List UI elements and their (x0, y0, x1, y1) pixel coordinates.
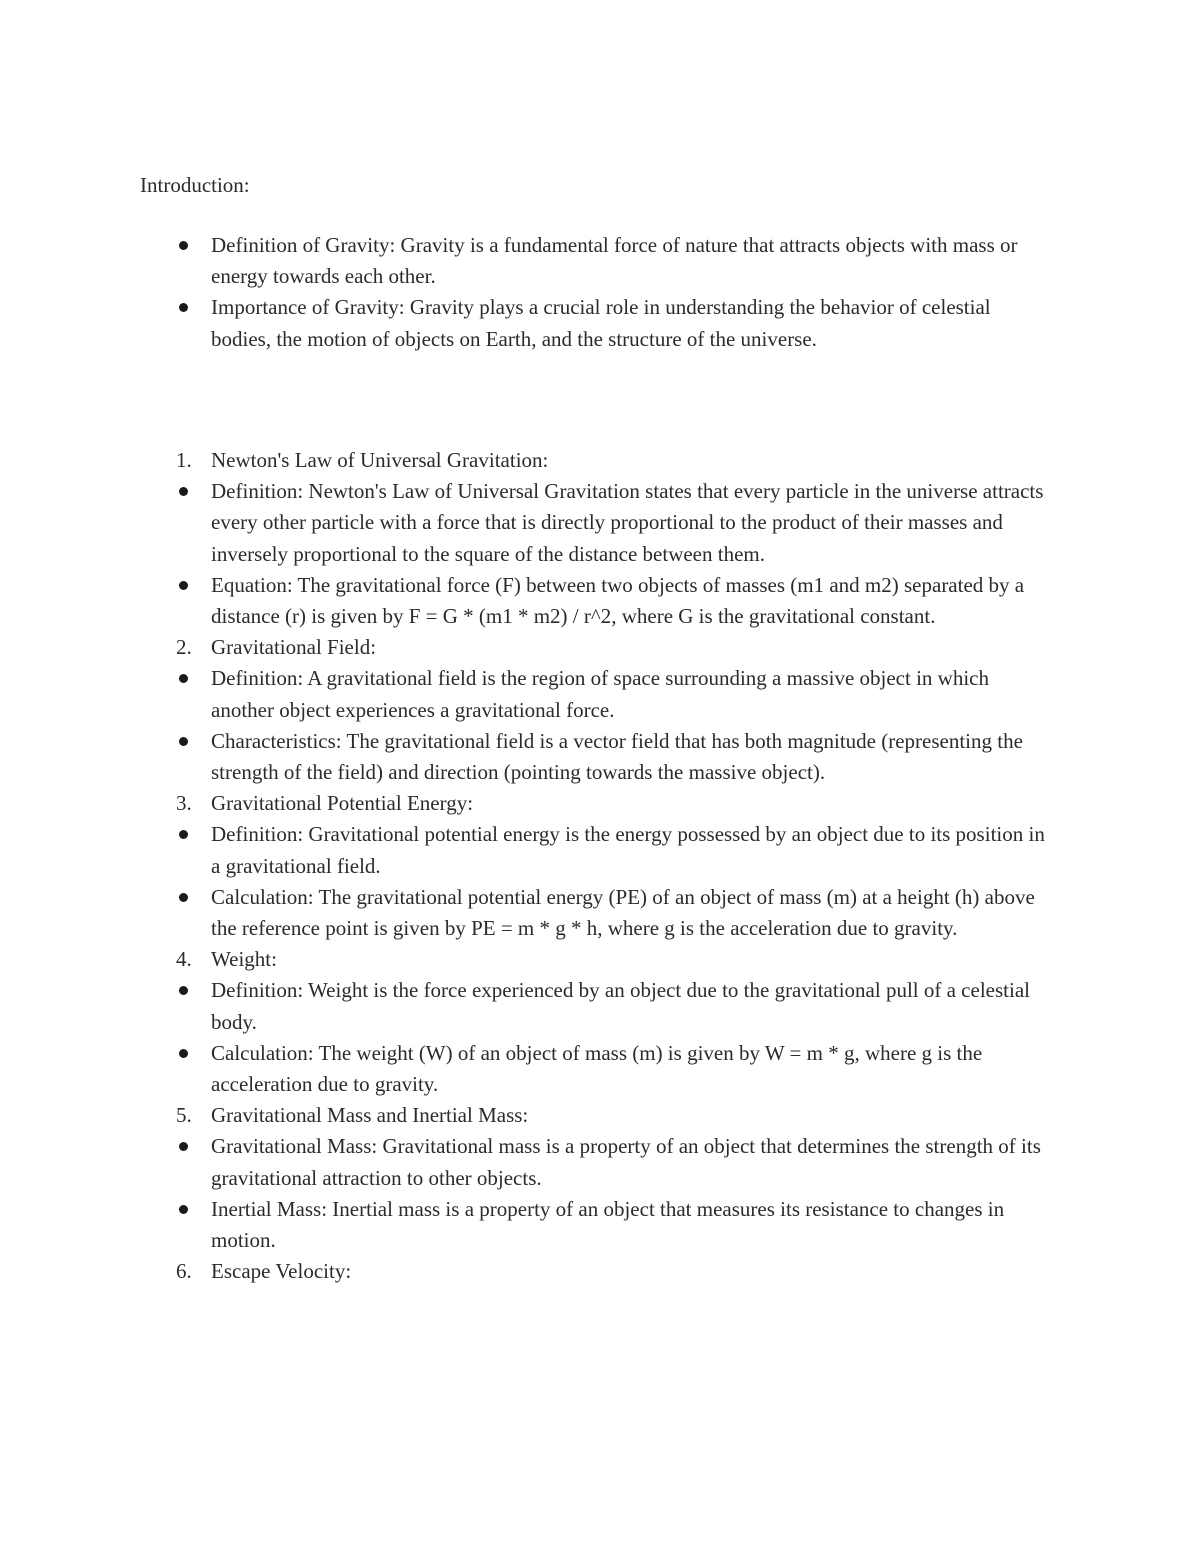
bullet-text: Definition: Newton's Law of Universal Gravitation states that every particle in the universe attracts every other particle with a force that is directly proportional to the product of their masses and inversely proportional to the square of the distance between them. (211, 479, 1044, 566)
bullet-text: Inertial Mass: Inertial mass is a property of an object that measures its resistance to changes in motion. (211, 1196, 1005, 1253)
list-number: 6. (176, 1259, 192, 1284)
intro-list-item (0, 292, 1051, 354)
topic-outline-list (0, 445, 1200, 1287)
intro-bullet-list (0, 230, 1200, 355)
bullet-text: Definition: Weight is the force experienced by an object due to the gravitational pull of a celestial body. (211, 978, 1030, 1034)
section-title: Escape Velocity: (211, 1259, 352, 1284)
outline-bullet-item (0, 882, 1051, 944)
outline-bullet-item (0, 570, 1051, 632)
numbered-section-item (0, 445, 1051, 476)
outline-bullet-item (0, 476, 1051, 570)
numbered-section-item (0, 788, 1051, 819)
list-number: 5. (176, 1103, 192, 1128)
outline-bullet-item (0, 663, 1051, 725)
outline-bullet-item (0, 1038, 1051, 1100)
section-title: Newton's Law of Universal Gravitation: (211, 448, 549, 472)
intro-item-text: Importance of Gravity: Gravity plays a crucial role in understanding the behavior of celestial bodies, the motion of objects on Earth, and the structure of the universe. (211, 295, 991, 351)
bullet-text: Equation: The gravitational force (F) between two objects of masses (m1 and m2) separated by a distance (r) is given by F = G * (m1 * m2) / r^2, where G is the gravitational constant. (211, 572, 1025, 629)
outline-bullet-item (0, 1131, 1051, 1193)
bullet-text: Characteristics: The gravitational field is a vector field that has both magnitude (representing the strength of the field) and direction (pointing towards the massive object). (211, 728, 1023, 785)
bullet-text: Gravitational Mass: Gravitational mass is a property of an object that determines the strength of its gravitational attraction to other objects. (211, 1134, 1041, 1190)
bullet-text: Calculation: The gravitational potential energy (PE) of an object of mass (m) at a height (h) above the reference point is given by PE = m * g * h, where g is the acceleration due to gravity. (211, 884, 1035, 941)
intro-item-text: Definition of Gravity: Gravity is a fundamental force of nature that attracts objects with mass or energy towards each other. (211, 233, 1018, 289)
bullet-text: Calculation: The weight (W) of an object of mass (m) is given by W = m * g, where g is the acceleration due to gravity. (211, 1040, 983, 1097)
numbered-section-item (0, 1256, 1051, 1287)
section-title: Gravitational Mass and Inertial Mass: (211, 1103, 529, 1128)
outline-bullet-item (0, 819, 1051, 881)
intro-list-item (0, 230, 1051, 292)
list-number: 3. (176, 791, 192, 816)
numbered-section-item (0, 944, 1051, 975)
list-number: 1. (176, 448, 192, 472)
list-number: 4. (176, 947, 192, 972)
bullet-text: Definition: Gravitational potential energy is the energy possessed by an object due to its position in a gravitational field. (211, 822, 1045, 878)
outline-bullet-item (0, 726, 1051, 788)
section-heading-introduction: Introduction: (140, 173, 250, 197)
numbered-section-item (0, 1100, 1051, 1131)
numbered-section-item (0, 632, 1051, 663)
section-title: Gravitational Field: (211, 635, 377, 660)
outline-bullet-item (0, 975, 1051, 1037)
bullet-text: Definition: A gravitational field is the region of space surrounding a massive object in which another object experiences a gravitational force. (211, 666, 989, 722)
section-title: Gravitational Potential Energy: (211, 791, 474, 816)
section-title: Weight: (211, 947, 277, 972)
outline-bullet-item (0, 1194, 1051, 1256)
list-number: 2. (176, 635, 192, 660)
